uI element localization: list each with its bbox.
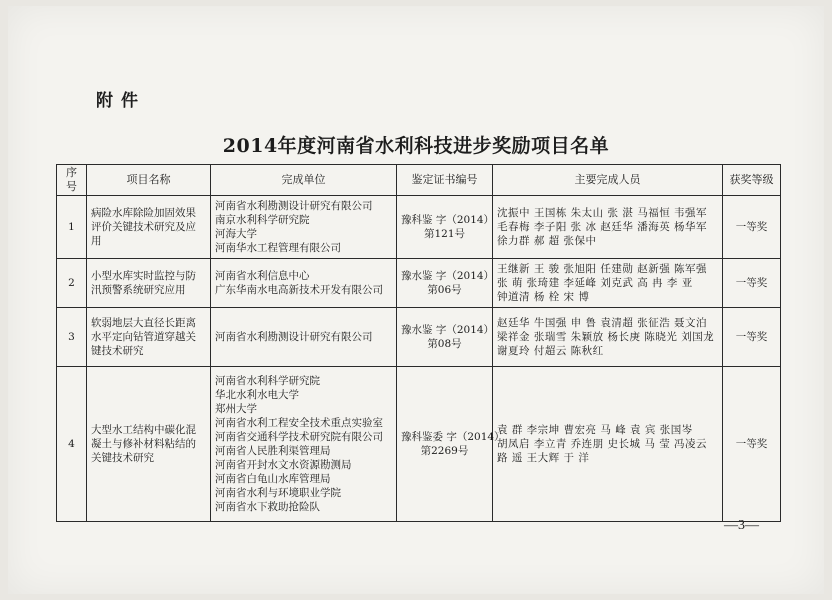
completion-units	[211, 196, 397, 259]
cert-line: 豫科鉴 字（2014）	[401, 214, 495, 226]
table-header-row	[57, 165, 781, 196]
people-line: 梁祥金 张瑞雪 朱颖放 杨长庚 陈晓光 刘国龙	[497, 331, 715, 343]
row-number: 1	[57, 196, 87, 259]
row-number: 2	[57, 259, 87, 308]
unit-line: 河南省水利信息中心	[215, 270, 310, 282]
award-table	[56, 164, 781, 522]
unit-line: 河南省水利勘测设计研究有限公司	[215, 200, 373, 212]
col-header-cert: 鉴定证书编号	[397, 165, 493, 196]
certificate-number	[397, 259, 493, 308]
unit-line: 南京水利科学研究院	[215, 214, 310, 226]
table-row	[57, 196, 781, 259]
page-number: —3—	[724, 518, 759, 533]
completion-units	[211, 308, 397, 367]
row-number: 3	[57, 308, 87, 367]
col-header-no: 序号	[57, 165, 87, 196]
people-line: 钟道清 杨 栓 宋 博	[497, 291, 590, 303]
row-number: 4	[57, 367, 87, 522]
cert-line: 第121号	[423, 228, 466, 240]
unit-line: 河南省水利与环境职业学院	[215, 487, 341, 499]
unit-line: 河南省人民胜利渠管理局	[215, 445, 331, 457]
completion-units	[211, 367, 397, 522]
award-level: 一等奖	[723, 367, 781, 522]
unit-line: 河南省水利工程安全技术重点实验室	[215, 417, 383, 429]
unit-line: 河南省开封水文水资源勘测局	[215, 459, 352, 471]
unit-line: 河南省交通科学技术研究院有限公司	[215, 431, 383, 443]
unit-line: 河南省水利科学研究院	[215, 375, 320, 387]
attachment-label: 附件	[96, 91, 146, 111]
people-line: 毛春梅 李子阳 张 冰 赵廷华 潘海英 杨华军	[497, 221, 708, 233]
col-header-level: 获奖等级	[723, 165, 781, 196]
col-header-units: 完成单位	[211, 165, 397, 196]
cert-line: 豫水鉴 字（2014）	[401, 270, 495, 282]
col-header-people: 主要完成人员	[493, 165, 723, 196]
people-line: 谢夏玲 付超云 陈秋红	[497, 345, 604, 357]
cert-line: 豫科鉴委 字（2014）	[401, 431, 505, 443]
main-personnel	[493, 259, 723, 308]
unit-line: 河南省白龟山水库管理局	[215, 473, 331, 485]
people-line: 胡凤启 李立青 乔连朋 史长城 马 莹 冯凌云	[497, 438, 708, 450]
unit-line: 河南省水下救助抢险队	[215, 501, 320, 513]
cert-line: 豫水鉴 字（2014）	[401, 324, 495, 336]
unit-line: 华北水利水电大学	[215, 389, 299, 401]
project-name: 软弱地层大直径长距离水平定向钻管道穿越关键技术研究	[87, 308, 211, 367]
cert-line: 第08号	[427, 338, 462, 350]
cert-line: 第06号	[427, 284, 462, 296]
people-line: 路 遥 王大辉 于 洋	[497, 452, 590, 464]
award-level: 一等奖	[723, 196, 781, 259]
project-name: 小型水库实时监控与防汛预警系统研究应用	[87, 259, 211, 308]
certificate-number	[397, 308, 493, 367]
project-name: 大型水工结构中碳化混凝土与修补材料粘结的关键技术研究	[87, 367, 211, 522]
certificate-number	[397, 196, 493, 259]
unit-line: 郑州大学	[215, 403, 257, 415]
people-line: 袁 群 李宗坤 曹宏亮 马 峰 袁 宾 张国岑	[497, 424, 693, 436]
unit-line: 河南省水利勘测设计研究有限公司	[215, 331, 373, 343]
people-line: 徐力群 郝 超 张保中	[497, 235, 597, 247]
people-line: 张 萌 张琦建 李延峰 刘克武 高 冉 李 亚	[497, 277, 693, 289]
document-title: 2014年度河南省水利科技进步奖励项目名单	[222, 135, 610, 157]
people-line: 赵廷华 牛国强 申 鲁 袁清超 张征浩 聂文泊	[497, 317, 708, 329]
cert-line: 第2269号	[420, 445, 469, 457]
main-personnel	[493, 196, 723, 259]
table-row	[57, 259, 781, 308]
project-name: 病险水库除险加固效果评价关键技术研究及应用	[87, 196, 211, 259]
award-level: 一等奖	[723, 259, 781, 308]
col-header-name: 项目名称	[87, 165, 211, 196]
award-level: 一等奖	[723, 308, 781, 367]
table-row	[57, 367, 781, 522]
main-personnel	[493, 308, 723, 367]
unit-line: 河南华水工程管理有限公司	[215, 242, 341, 254]
people-line: 王继新 王 骏 张旭阳 任建勋 赵新强 陈军强	[497, 263, 708, 275]
table-row	[57, 308, 781, 367]
unit-line: 广东华南水电高新技术开发有限公司	[215, 284, 383, 296]
unit-line: 河海大学	[215, 228, 257, 240]
main-personnel	[493, 367, 723, 522]
people-line: 沈振中 王国栋 朱太山 张 湛 马福恒 韦强军	[497, 207, 708, 219]
completion-units	[211, 259, 397, 308]
certificate-number	[397, 367, 505, 522]
